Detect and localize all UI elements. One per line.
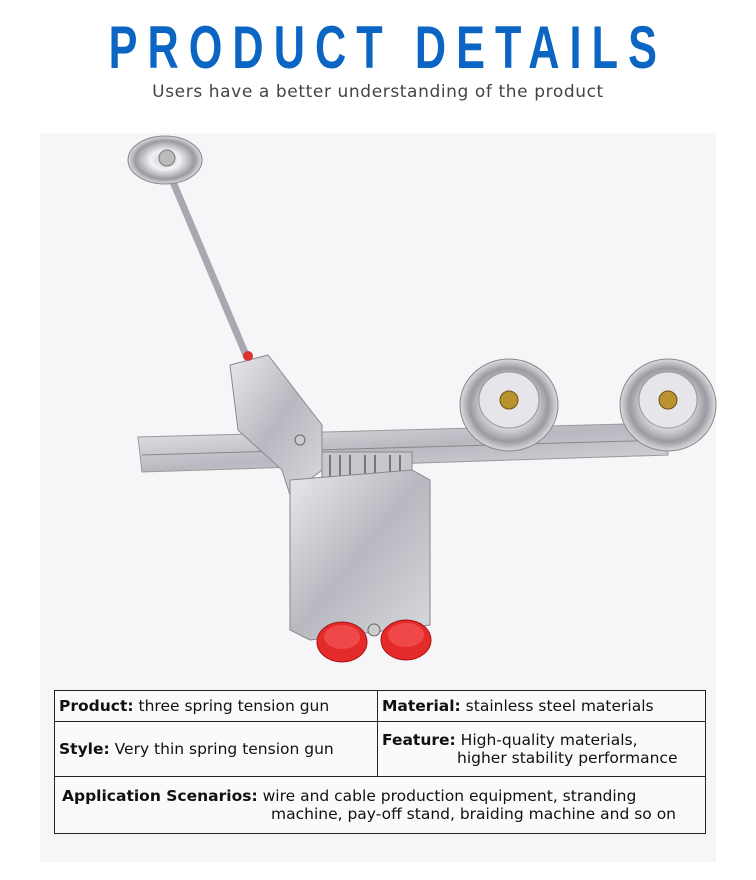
value: three spring tension gun <box>138 697 330 715</box>
spec-material <box>378 691 706 722</box>
spec-row <box>55 722 706 777</box>
value: High-quality materials, <box>460 731 638 749</box>
label: Application Scenarios: <box>62 787 258 805</box>
value: wire and cable production equipment, stranding <box>262 787 637 805</box>
red-knobs <box>317 620 431 662</box>
lever-plate <box>230 355 322 495</box>
spec-row <box>55 777 706 834</box>
label: Material: <box>382 697 461 715</box>
spec-style <box>55 722 378 777</box>
main-housing <box>290 470 430 640</box>
label: Feature: <box>382 731 456 749</box>
spec-table <box>54 690 706 834</box>
value: higher stability performance <box>457 749 678 767</box>
arm-rod <box>168 170 246 355</box>
value: Very thin spring tension gun <box>114 740 334 758</box>
spec-application <box>55 777 706 834</box>
page-title-text: PRODUCT DETAILS <box>108 14 667 81</box>
page-subtitle: Users have a better understanding of the product <box>152 82 604 102</box>
spec-feature <box>378 722 706 777</box>
spec-product <box>55 691 378 722</box>
value: stainless steel materials <box>465 697 654 715</box>
value: machine, pay-off stand, braiding machine and so on <box>271 805 677 823</box>
label: Style: <box>59 740 110 758</box>
spec-row <box>55 691 706 722</box>
label: Product: <box>59 697 134 715</box>
